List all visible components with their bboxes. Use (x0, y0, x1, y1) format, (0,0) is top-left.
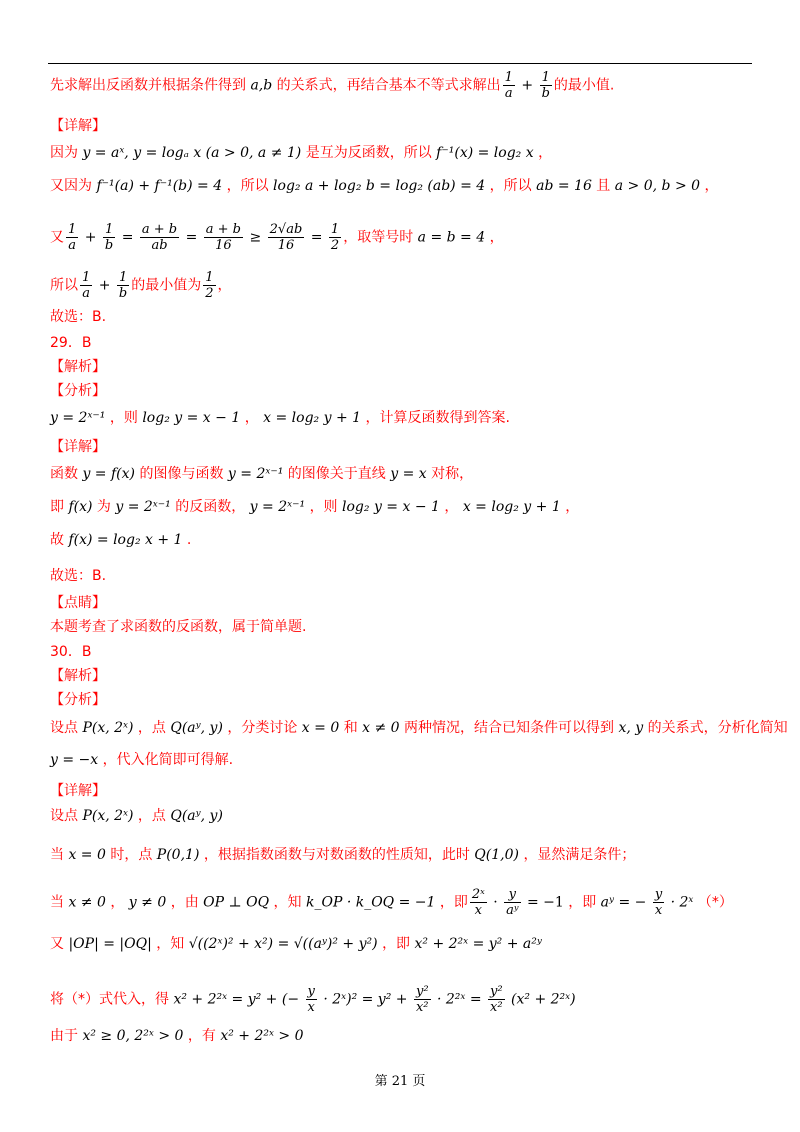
fraction-denominator: a (68, 238, 77, 253)
text-line (50, 381, 755, 401)
text-segment: 的图像关于直线 (287, 466, 386, 482)
math-expression: k_OP · k_OQ = −1 (301, 894, 440, 911)
text-segment: 设点 (50, 808, 78, 824)
fraction-denominator: x (654, 903, 663, 918)
fraction-numerator: y (654, 887, 663, 902)
text-segment: 是互为反函数，所以 (305, 145, 432, 161)
text-segment: ，由 (170, 894, 199, 911)
text-line (50, 408, 755, 428)
fraction-denominator: x (307, 1000, 315, 1015)
text-segment: 【分析】 (50, 383, 106, 399)
math-expression: a > 0, b > 0 (610, 178, 705, 194)
text-segment: 又 (50, 229, 64, 246)
fraction (103, 222, 115, 253)
text-line (50, 806, 755, 826)
text-line (50, 143, 755, 163)
math-expression: a,b (246, 77, 277, 94)
fraction-denominator: b (104, 238, 114, 253)
fraction-denominator: aʸ (506, 903, 519, 918)
text-line (50, 617, 755, 637)
text-segment: ， (489, 229, 504, 246)
text-segment: ，即 (382, 936, 411, 952)
math-expression: x ≠ 0 (357, 720, 405, 736)
fraction-denominator: x² (415, 1000, 429, 1015)
fraction-denominator: 16 (215, 238, 232, 253)
fraction-numerator: 1 (103, 222, 115, 238)
math-expression: x² + 2²ˣ > 0 (215, 1028, 304, 1044)
text-segment: ，分类讨论 (227, 720, 298, 736)
text-segment: ，取等号时 (343, 229, 414, 246)
text-line (50, 333, 755, 353)
math-expression: x = log₂ y + 1 (458, 499, 566, 515)
text-segment: 的关系式，分析化简知 (647, 720, 788, 736)
math-operator: = (306, 229, 327, 246)
math-expression: · 2ˣ (666, 894, 698, 911)
text-line (50, 176, 755, 196)
fraction (653, 887, 664, 918)
text-segment: ， (444, 499, 459, 515)
text-segment: 所以 (50, 277, 78, 294)
text-segment: 当 (50, 894, 64, 911)
math-expression: OP ⊥ OQ (198, 894, 274, 911)
header-rule (48, 63, 752, 64)
text-segment: 【点睛】 (50, 595, 106, 611)
text-segment: ，点 (137, 720, 166, 736)
text-segment: 【详解】 (50, 118, 106, 134)
text-line (50, 984, 755, 1015)
text-segment: ，知 (156, 936, 185, 952)
math-operator: ≥ (245, 229, 266, 246)
math-expression: (x² + 2²ˣ) (506, 991, 576, 1008)
math-expression: Q(aʸ, y) (165, 720, 228, 736)
math-expression: f(x) (64, 499, 97, 515)
math-operator: = −1 (522, 894, 569, 911)
text-segment: ， (244, 410, 259, 426)
text-line (50, 357, 755, 377)
text-segment: 【分析】 (50, 692, 106, 708)
text-line (50, 464, 755, 484)
fraction (268, 222, 305, 253)
fraction-numerator: 1 (82, 270, 91, 285)
text-line (50, 270, 755, 301)
fraction (503, 70, 515, 101)
math-expression: |OP| = |OQ| (64, 936, 157, 952)
text-segment: 故选：B. (50, 309, 107, 325)
fraction (66, 222, 78, 253)
text-segment: ，即 (568, 894, 597, 911)
fraction (203, 270, 215, 301)
text-segment: 29．B (50, 335, 92, 351)
text-segment: ，则 (309, 499, 338, 515)
fraction-numerator: y (307, 984, 315, 999)
text-line (50, 1026, 755, 1046)
fraction-numerator: y (504, 887, 520, 903)
text-segment: 【详解】 (50, 783, 106, 799)
text-segment: 的图像与函数 (139, 466, 224, 482)
fraction-denominator: x (474, 903, 482, 918)
math-expression: x² + 2²ˣ = y² + a²ʸ (410, 936, 542, 952)
math-expression: x = 0 (297, 720, 344, 736)
fraction (306, 984, 317, 1015)
fraction-denominator: b (118, 286, 128, 301)
text-segment: . (186, 532, 192, 548)
page-number: 第 21 页 (374, 1074, 426, 1089)
text-segment: ，所以 (489, 178, 532, 194)
text-line (50, 497, 755, 517)
math-expression: y = x (385, 466, 432, 482)
math-operator: + (94, 277, 115, 294)
math-expression: f⁻¹(x) = log₂ x (431, 145, 539, 161)
text-line (50, 70, 755, 101)
text-segment: 将（*）式代入，得 (50, 991, 169, 1008)
text-segment: 和 (343, 720, 358, 736)
fraction (140, 222, 179, 253)
fraction-numerator: a + b (205, 222, 241, 237)
fraction-denominator: ab (151, 238, 168, 253)
text-segment: ，所以 (226, 178, 269, 194)
text-segment: ， (538, 145, 553, 161)
math-expression: f⁻¹(a) + f⁻¹(b) = 4 (92, 178, 227, 194)
math-expression: x ≠ 0 (64, 894, 111, 911)
math-expression: a = b = 4 (413, 229, 490, 246)
text-line (50, 718, 788, 738)
text-segment: 30．B (50, 644, 92, 660)
math-operator: + (516, 77, 538, 94)
text-segment: 的最小值. (553, 77, 615, 94)
fraction-numerator: a + b (141, 222, 178, 237)
text-segment: 为 (96, 499, 111, 515)
text-segment: 的关系式，再结合基本不等式求解出 (276, 77, 501, 94)
math-expression: P(x, 2ˣ) (78, 720, 138, 736)
text-line (50, 887, 755, 918)
math-expression: · 2ˣ)² = y² + (318, 991, 412, 1008)
math-operator: + (80, 229, 101, 246)
text-segment: 故选：B. (50, 568, 107, 584)
text-segment: 先求解出反函数并根据条件得到 (50, 77, 246, 94)
math-operator: · (488, 894, 503, 911)
text-segment: 由于 (50, 1028, 78, 1044)
text-segment: ，有 (187, 1028, 216, 1044)
fraction-denominator: 2 (205, 286, 214, 301)
text-segment: 故 (50, 532, 64, 548)
text-segment: ，知 (273, 894, 302, 911)
math-expression: log₂ y = x − 1 (137, 410, 245, 426)
text-line (50, 116, 755, 136)
text-line (50, 530, 755, 550)
text-segment: ，代入化简即可得解. (102, 752, 234, 768)
fraction-denominator: a (82, 286, 91, 301)
math-expression: f(x) = log₂ x + 1 (64, 532, 187, 548)
math-expression: √((2ˣ)² + x²) = √((aʸ)² + y²) (184, 936, 383, 952)
math-expression: y = 2ˣ⁻¹ (50, 410, 110, 426)
fraction-numerator: 1 (68, 222, 77, 237)
text-line (50, 642, 755, 662)
math-operator: = (117, 229, 138, 246)
text-line (50, 666, 755, 686)
fraction-numerator: 2ˣ (471, 887, 485, 902)
fraction-numerator: 1 (504, 70, 513, 85)
text-line (50, 222, 755, 253)
text-segment: （*） (697, 894, 733, 911)
math-expression: y = aˣ, y = logₐ x (a > 0, a ≠ 1) (78, 145, 306, 161)
math-expression: y = 2ˣ⁻¹ (245, 499, 310, 515)
fraction (117, 270, 129, 301)
fraction-denominator: x² (490, 1000, 503, 1015)
text-segment: ，则 (109, 410, 138, 426)
fraction-numerator: y² (415, 984, 429, 999)
math-expression: Q(1,0) (469, 847, 524, 863)
fraction (504, 887, 520, 918)
text-line (50, 934, 755, 954)
text-segment: ，根据指数函数与对数函数的性质知，此时 (203, 847, 470, 863)
text-segment: 时，点 (110, 847, 153, 863)
fraction-denominator: b (541, 86, 550, 101)
math-expression: y = −x (50, 752, 103, 768)
math-expression: y ≠ 0 (124, 894, 171, 911)
text-line (50, 781, 755, 801)
math-expression: x² + 2²ˣ = y² + (− (169, 991, 304, 1008)
fraction (329, 222, 341, 253)
math-expression: x² ≥ 0, 2²ˣ > 0 (78, 1028, 188, 1044)
text-line (50, 437, 755, 457)
fraction-numerator: 1 (540, 70, 552, 86)
text-line (50, 593, 755, 613)
text-segment: 的反函数， (175, 499, 246, 515)
text-segment: ， (110, 894, 125, 911)
text-segment: 函数 (50, 466, 78, 482)
text-segment: 又 (50, 936, 64, 952)
math-expression: · 2²ˣ = (432, 991, 487, 1008)
math-expression: x, y (614, 720, 648, 736)
text-segment: ，点 (137, 808, 166, 824)
fraction-numerator: 1 (205, 270, 214, 285)
fraction-numerator: 1 (330, 222, 340, 237)
fraction (80, 270, 92, 301)
text-segment: 又因为 (50, 178, 92, 194)
fraction-numerator: 1 (117, 270, 129, 286)
fraction-numerator: 2√ab (269, 222, 303, 237)
fraction-denominator: 2 (330, 238, 340, 253)
text-segment: ， (704, 178, 719, 194)
text-segment: 的最小值为 (131, 277, 202, 294)
text-line (50, 845, 755, 865)
math-expression: P(0,1) (152, 847, 204, 863)
fraction (540, 70, 552, 101)
math-expression: Q(aʸ, y) (165, 808, 223, 824)
text-segment: 且 (596, 178, 611, 194)
text-segment: 【解析】 (50, 668, 106, 684)
text-segment: 本题考查了求函数的反函数，属于简单题. (50, 619, 307, 635)
text-segment: 【解析】 (50, 359, 106, 375)
text-line (50, 566, 755, 586)
fraction-denominator: 16 (277, 238, 295, 253)
text-line (50, 307, 755, 327)
text-segment: ，显然满足条件； (523, 847, 636, 863)
math-expression: y = f(x) (78, 466, 140, 482)
fraction (470, 887, 487, 918)
math-expression: P(x, 2ˣ) (78, 808, 138, 824)
math-expression: x = log₂ y + 1 (258, 410, 366, 426)
math-expression: y = 2ˣ⁻¹ (223, 466, 288, 482)
fraction (204, 222, 243, 253)
text-line (50, 690, 755, 710)
math-expression: log₂ y = x − 1 (337, 499, 445, 515)
text-segment: 当 (50, 847, 64, 863)
text-segment: ， (217, 277, 232, 294)
fraction (488, 984, 505, 1015)
text-segment: ， (565, 499, 580, 515)
text-segment: 设点 (50, 720, 78, 736)
math-operator: = (181, 229, 202, 246)
math-expression: ab = 16 (531, 178, 597, 194)
text-segment: ，计算反函数得到答案. (365, 410, 510, 426)
text-segment: 即 (50, 499, 64, 515)
fraction (414, 984, 431, 1015)
text-segment: 【详解】 (50, 439, 106, 455)
text-segment: ，即 (439, 894, 468, 911)
text-segment: 两种情况，结合已知条件可以得到 (404, 720, 615, 736)
math-expression: x = 0 (64, 847, 111, 863)
text-segment: 对称， (431, 466, 474, 482)
text-line (50, 750, 755, 770)
fraction-numerator: y² (490, 984, 503, 999)
text-segment: 因为 (50, 145, 78, 161)
math-expression: aʸ = − (596, 894, 651, 911)
math-expression: log₂ a + log₂ b = log₂ (ab) = 4 (268, 178, 490, 194)
math-expression: y = 2ˣ⁻¹ (110, 499, 176, 515)
fraction-denominator: a (504, 86, 513, 101)
